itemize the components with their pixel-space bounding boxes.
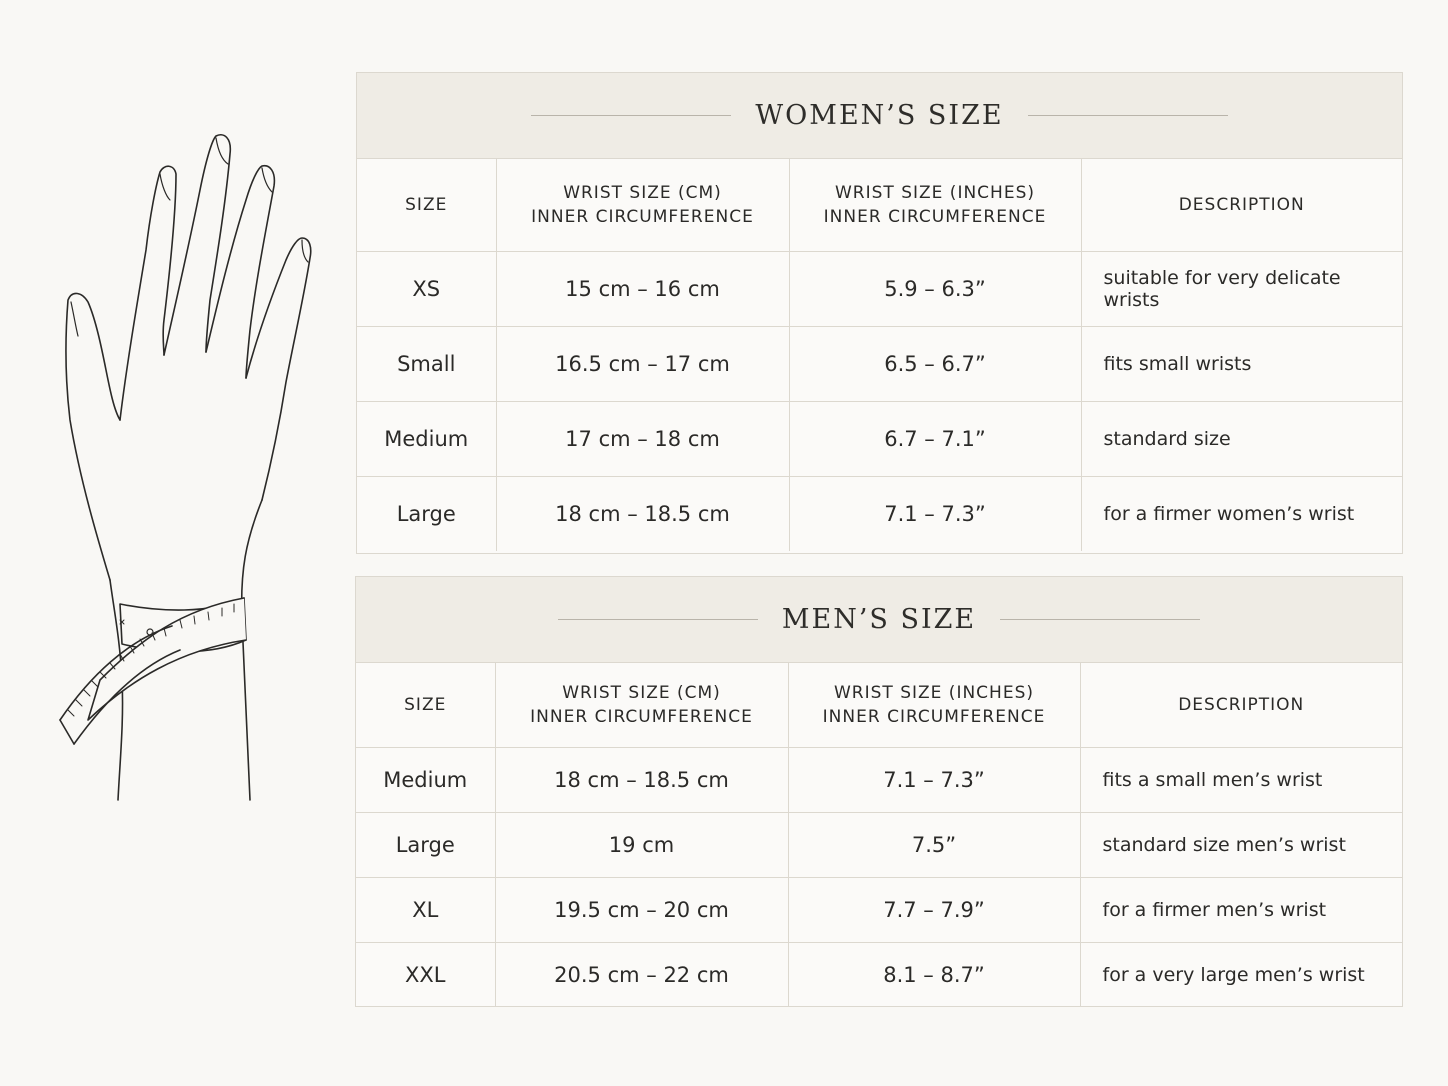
header-rule-left	[558, 619, 758, 620]
size-cell: XL	[356, 877, 495, 942]
description-cell: suitable for very delicate wrists	[1081, 251, 1402, 326]
cm-cell: 19 cm	[495, 812, 788, 877]
inches-cell: 7.1 – 7.3”	[788, 747, 1080, 812]
womens-size-grid	[357, 159, 1402, 551]
column-header-wrist-cm-line2: INNER CIRCUMFERENCE	[531, 206, 754, 227]
size-cell: XS	[357, 251, 496, 326]
column-header-wrist-cm-line1: WRIST SIZE (CM)	[563, 182, 722, 203]
column-header-wrist-cm	[495, 663, 788, 747]
mens-size-title: MEN’S SIZE	[781, 604, 977, 635]
hand-with-measuring-tape-icon	[40, 120, 340, 820]
table-row	[357, 401, 1402, 476]
cm-cell: 17 cm – 18 cm	[496, 401, 789, 476]
size-cell: Large	[356, 812, 495, 877]
inches-cell: 7.7 – 7.9”	[788, 877, 1080, 942]
table-row	[356, 747, 1402, 812]
column-header-wrist-inches	[789, 159, 1081, 251]
inches-cell: 8.1 – 8.7”	[788, 942, 1080, 1007]
size-cell: XXL	[356, 942, 495, 1007]
mens-size-header	[356, 577, 1402, 663]
header-rule-right	[1000, 619, 1200, 620]
table-row	[356, 942, 1402, 1007]
inches-cell: 7.1 – 7.3”	[789, 476, 1081, 551]
column-header-wrist-inches	[788, 663, 1080, 747]
mens-size-grid	[356, 663, 1402, 1007]
column-header-wrist-cm-line2: INNER CIRCUMFERENCE	[530, 706, 753, 727]
column-header-row	[356, 663, 1402, 747]
description-cell: fits small wrists	[1081, 326, 1402, 401]
inches-cell: 6.7 – 7.1”	[789, 401, 1081, 476]
column-header-wrist-cm	[496, 159, 789, 251]
cm-cell: 19.5 cm – 20 cm	[495, 877, 788, 942]
cm-cell: 16.5 cm – 17 cm	[496, 326, 789, 401]
womens-size-title: WOMEN’S SIZE	[755, 100, 1004, 131]
size-cell: Medium	[357, 401, 496, 476]
column-header-description: DESCRIPTION	[1080, 663, 1402, 747]
column-header-size: SIZE	[357, 159, 496, 251]
column-header-wrist-inches-line1: WRIST SIZE (INCHES)	[835, 182, 1035, 203]
mens-size-table	[355, 576, 1403, 1007]
column-header-size: SIZE	[356, 663, 495, 747]
description-cell: standard size men’s wrist	[1080, 812, 1402, 877]
description-cell: for a firmer women’s wrist	[1103, 502, 1355, 525]
table-row	[357, 326, 1402, 401]
description-cell: for a very large men’s wrist	[1102, 963, 1365, 986]
header-rule-left	[531, 115, 731, 116]
column-header-wrist-inches-line2: INNER CIRCUMFERENCE	[823, 206, 1047, 227]
column-header-wrist-cm-line1: WRIST SIZE (CM)	[562, 682, 721, 703]
cm-cell: 18 cm – 18.5 cm	[495, 747, 788, 812]
cm-cell: 15 cm – 16 cm	[496, 251, 789, 326]
description-cell: standard size	[1081, 401, 1402, 476]
inches-cell: 6.5 – 6.7”	[789, 326, 1081, 401]
description-cell: fits a small men’s wrist	[1080, 747, 1402, 812]
table-row	[356, 877, 1402, 942]
size-cell: Large	[357, 476, 496, 551]
size-cell: Small	[357, 326, 496, 401]
column-header-description: DESCRIPTION	[1081, 159, 1402, 251]
cm-cell: 18 cm – 18.5 cm	[496, 476, 789, 551]
womens-size-table	[356, 72, 1403, 554]
table-row	[356, 812, 1402, 877]
inches-cell: 7.5”	[788, 812, 1080, 877]
column-header-wrist-inches-line2: INNER CIRCUMFERENCE	[822, 706, 1046, 727]
cm-cell: 20.5 cm – 22 cm	[495, 942, 788, 1007]
table-row	[357, 476, 1402, 551]
table-row	[357, 251, 1402, 326]
description-cell: for a firmer men’s wrist	[1080, 877, 1402, 942]
size-cell: Medium	[356, 747, 495, 812]
column-header-row	[357, 159, 1402, 251]
inches-cell: 5.9 – 6.3”	[789, 251, 1081, 326]
womens-size-header	[357, 73, 1402, 159]
header-rule-right	[1028, 115, 1228, 116]
column-header-wrist-inches-line1: WRIST SIZE (INCHES)	[834, 682, 1034, 703]
